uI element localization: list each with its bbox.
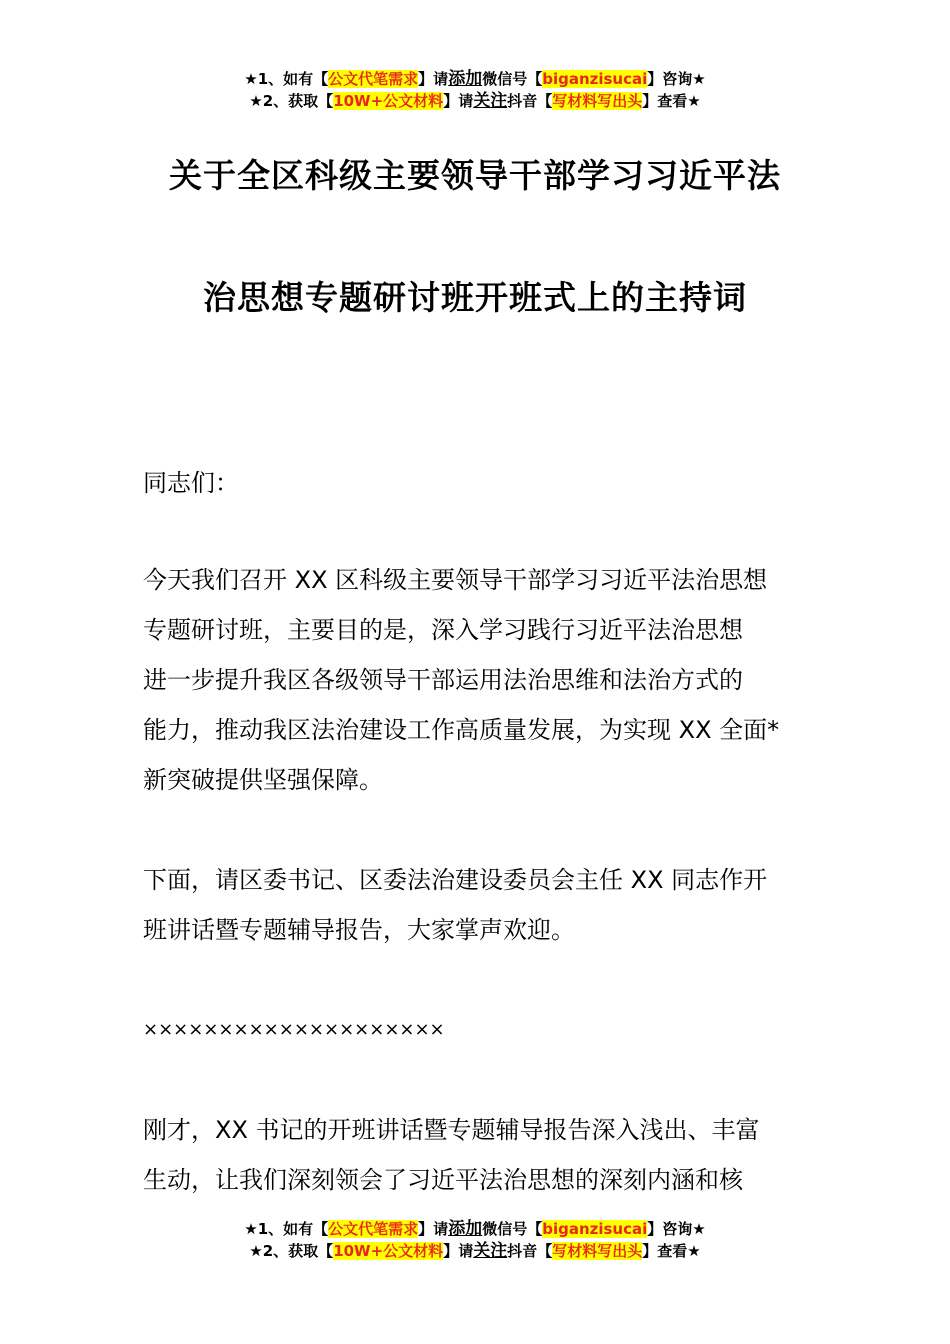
banner-line-2: ★2、获取【10W+公文材料】请关注抖音【写材料写出头】查看★: [249, 1241, 701, 1261]
highlight-materials: 10W+公文材料: [333, 1242, 444, 1260]
text-line: 下面，请区委书记、区委法治建设委员会主任 XX 同志作开: [143, 866, 768, 894]
star-icon: ★: [687, 1242, 701, 1260]
text-line: 专题研讨班，主要目的是，深入学习践行习近平法治思想: [143, 616, 743, 644]
text-line: 进一步提升我区各级领导干部运用法治思维和法治方式的: [143, 666, 743, 694]
paragraph-1: [143, 555, 808, 805]
banner-line-2: ★2、获取【10W+公文材料】请关注抖音【写材料写出头】查看★: [249, 91, 701, 111]
text-line: 能力，推动我区法治建设工作高质量发展，为实现 XX 全面*: [143, 716, 780, 744]
top-banner: [0, 68, 950, 112]
highlight-douyin: 写材料写出头: [552, 92, 643, 110]
highlight-wechat-id: biganzisucai: [542, 70, 648, 88]
text-line: 新突破提供坚强保障。: [143, 766, 383, 794]
text-line: 班讲话暨专题辅导报告，大家掌声欢迎。: [143, 916, 575, 944]
banner-line-1: ★1、如有【公文代笔需求】请添加微信号【biganzisucai】咨询★: [244, 69, 706, 89]
document-title-line-1: 关于全区科级主要领导干部学习习近平法: [169, 156, 781, 195]
highlight-service: 公文代笔需求: [328, 70, 419, 88]
star-icon: ★: [244, 1220, 258, 1238]
salutation: 同志们：: [143, 469, 239, 497]
star-icon: ★: [687, 92, 701, 110]
paragraph-3: [143, 1105, 808, 1205]
highlight-materials: 10W+公文材料: [333, 92, 444, 110]
separator: ××××××××××××××××××××: [143, 1019, 445, 1040]
highlight-wechat-id: biganzisucai: [542, 1220, 648, 1238]
highlight-service: 公文代笔需求: [328, 1220, 419, 1238]
star-icon: ★: [244, 70, 258, 88]
text-line: 刚才，XX 书记的开班讲话暨专题辅导报告深入浅出、丰富: [143, 1116, 760, 1144]
highlight-douyin: 写材料写出头: [552, 1242, 643, 1260]
star-icon: ★: [249, 1242, 263, 1260]
star-icon: ★: [692, 1220, 706, 1238]
star-icon: ★: [692, 70, 706, 88]
bottom-banner: [0, 1218, 950, 1262]
banner-line-1: ★1、如有【公文代笔需求】请添加微信号【biganzisucai】咨询★: [244, 1219, 706, 1239]
paragraph-2: [143, 855, 808, 955]
document-title-line-2: 治思想专题研讨班开班式上的主持词: [203, 278, 747, 317]
text-line: 生动，让我们深刻领会了习近平法治思想的深刻内涵和核: [143, 1166, 743, 1194]
star-icon: ★: [249, 92, 263, 110]
text-line: 今天我们召开 XX 区科级主要领导干部学习习近平法治思想: [143, 566, 768, 594]
